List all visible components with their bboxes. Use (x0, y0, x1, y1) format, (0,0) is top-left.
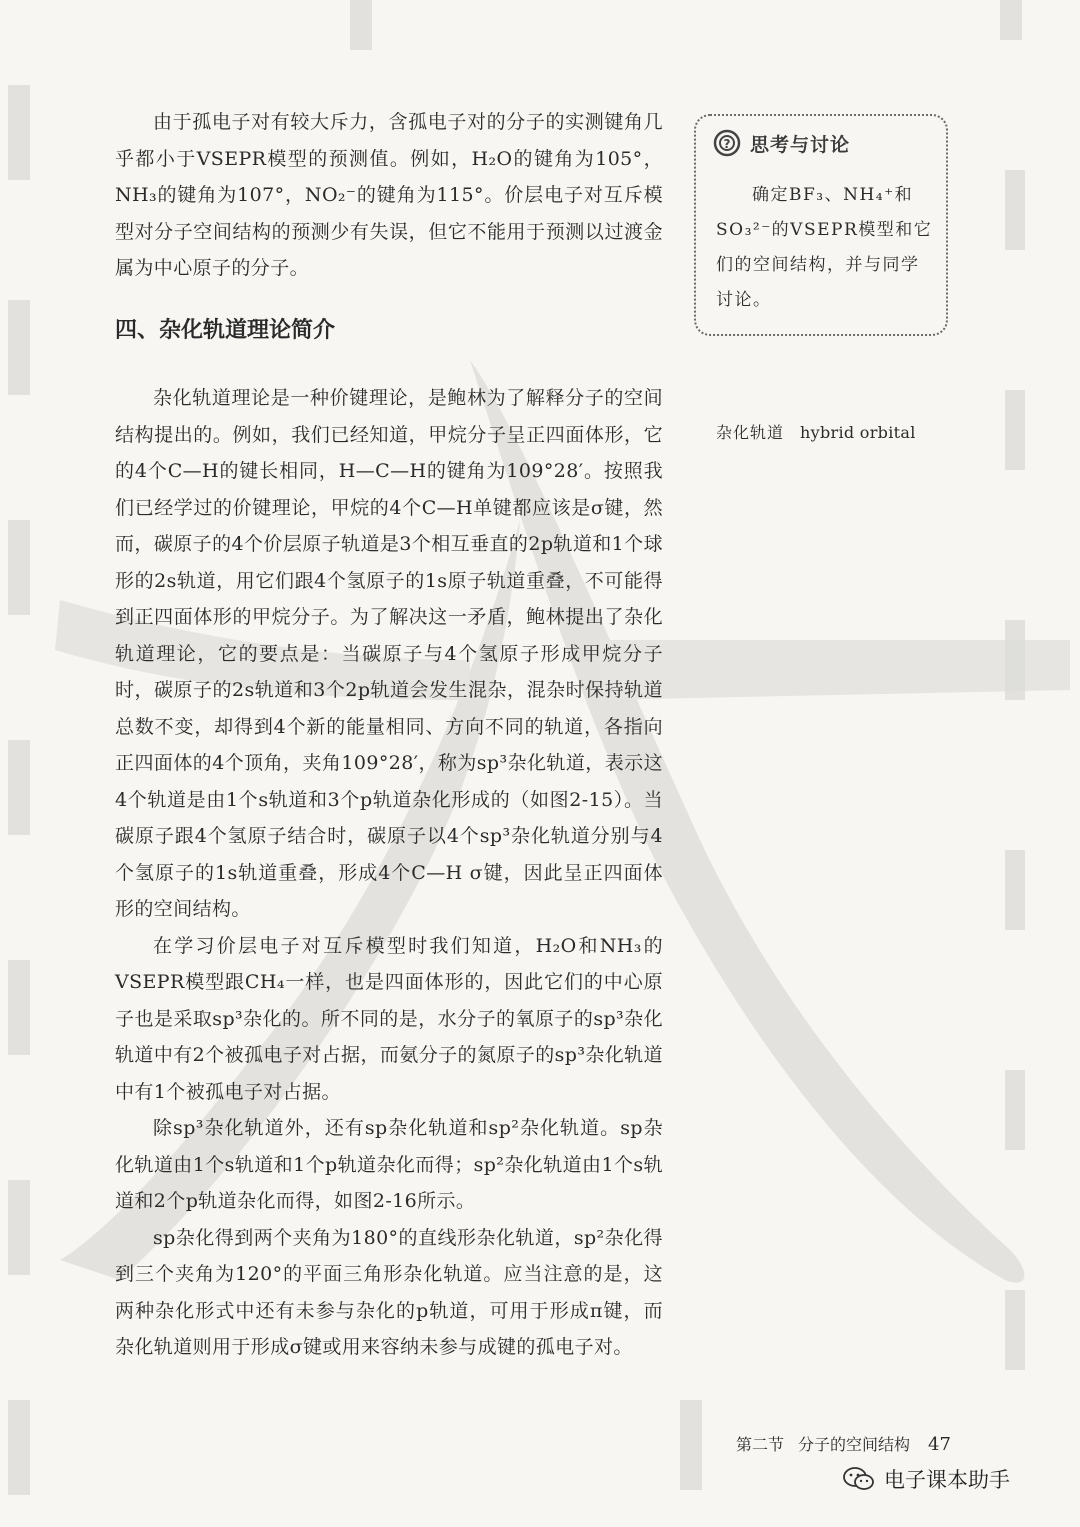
think-discuss-title: 思考与讨论 (750, 133, 851, 156)
wechat-icon (842, 1465, 876, 1493)
footer-section: 第二节 (736, 1435, 785, 1454)
paragraph: sp杂化得到两个夹角为180°的直线形杂化轨道，sp²杂化得到三个夹角为120°的平面三角形杂化轨道。应当注意的是，这两种杂化形式中还有未参与杂化的p轨道，可用于形成π键，而杂化轨道则用于形成σ键或用来容纳未参与成键的孤电子对。 (115, 1226, 663, 1358)
page-number: 47 (928, 1434, 951, 1455)
svg-text:?: ? (723, 137, 731, 151)
glossary-zh: 杂化轨道 (716, 423, 785, 442)
think-discuss-header (712, 128, 850, 158)
glossary-en: hybrid orbital (800, 423, 916, 442)
paragraph: 杂化轨道理论是一种价键理论，是鲍林为了解释分子的空间结构提出的。例如，我们已经知道，甲烷分子呈正四面体形，它的4个C—H的键长相同，H—C—H的键角为109°28′。按照我们已经学过的价键理论，甲烷的4个C—H单键都应该是σ键，然而，碳原子的4个价层原子轨道是3个相互垂直的2p轨道和1个球形的2s轨道，用它们跟4个氢原子的1s原子轨道重叠，不可能得到正四面体形的甲烷分子。为了解决这一矛盾，鲍林提出了杂化轨道理论，它的要点是：当碳原子与4个氢原子形成甲烷分子时，碳原子的2s轨道和3个2p轨道会发生混杂，混杂时保持轨道总数不变，却得到4个新的能量相同、方向不同的轨道，各指向正四面体的4个顶角，夹角109°28′，称为sp³杂化轨道，表示这4个轨道是由1个s轨道和3个p轨道杂化形成的（如图2-15）。当碳原子跟4个氢原子结合时，碳原子以4个sp³杂化轨道分别与4个氢原子的1s轨道重叠，形成4个C—H σ键，因此呈正四面体形的空间结构。 (115, 387, 663, 920)
question-bubble-icon (712, 128, 742, 158)
think-discuss-box (694, 114, 948, 336)
think-discuss-body: 确定BF₃、NH₄⁺和SO₃²⁻的VSEPR模型和它们的空间结构，并与同学讨论。 (716, 185, 933, 310)
intro-text (115, 104, 663, 287)
brand-watermark (842, 1464, 1010, 1494)
page-footer (736, 1432, 951, 1455)
section-heading: 四、杂化轨道理论简介 (115, 318, 336, 343)
paragraph: 由于孤电子对有较大斥力，含孤电子对的分子的实测键角几乎都小于VSEPR模型的预测值。例如，H₂O的键角为105°，NH₃的键角为107°，NO₂⁻的键角为115°。价层电子对互斥模型对分子空间结构的预测少有失误，但它不能用于预测以过渡金属为中心原子的分子。 (115, 111, 663, 279)
footer-title: 分子的空间结构 (798, 1435, 911, 1454)
paragraph: 在学习价层电子对互斥模型时我们知道，H₂O和NH₃的VSEPR模型跟CH₄一样，也是四面体形的，因此它们的中心原子也是采取sp³杂化的。所不同的是，水分子的氧原子的sp³杂化轨道中有2个被孤电子对占据，而氨分子的氮原子的sp³杂化轨道中有1个被孤电子对占据。 (115, 934, 663, 1103)
body-text (115, 380, 663, 1366)
section-heading-wrap (115, 313, 335, 344)
brand-name: 电子课本助手 (884, 1468, 1010, 1492)
glossary-term (716, 420, 916, 443)
paragraph: 除sp³杂化轨道外，还有sp杂化轨道和sp²杂化轨道。sp杂化轨道由1个s轨道和1个p轨道杂化而得；sp²杂化轨道由1个s轨道和2个p轨道杂化而得，如图2-16所示。 (115, 1117, 663, 1212)
